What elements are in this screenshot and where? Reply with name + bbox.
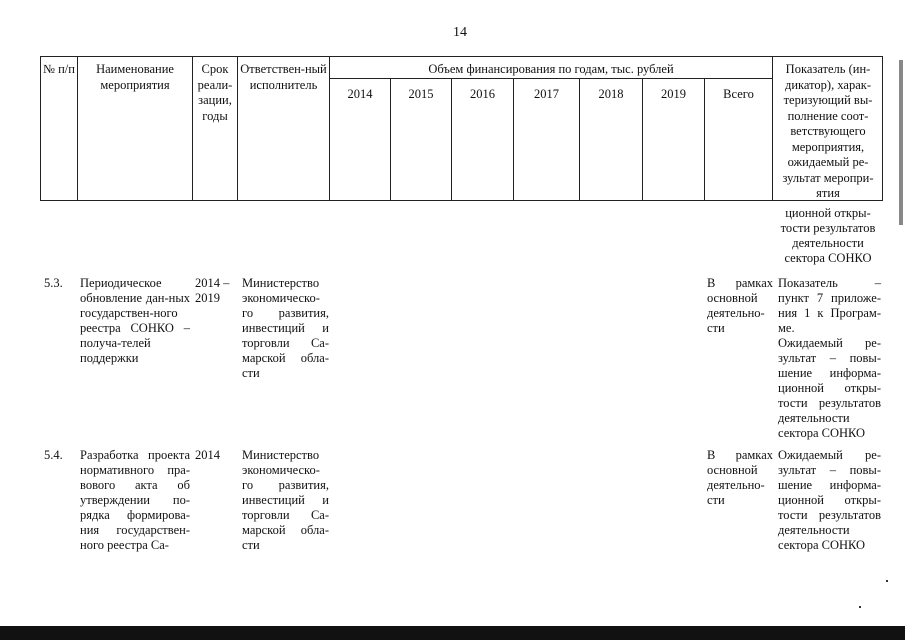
- row-executor: Министерство экономическо-го развития, инвестиций и торговли Са-марской обла-сти: [242, 448, 329, 552]
- header-funding: Объем финансирования по годам, тыс. рублей: [428, 62, 674, 76]
- col-border: [192, 56, 193, 201]
- row-total: В рамках основной деятельно-сти: [707, 276, 773, 335]
- col-border: [237, 56, 238, 201]
- col-border: [40, 56, 41, 201]
- header-year-2017: 2017: [534, 87, 559, 101]
- row-number: 5.4.: [44, 448, 63, 462]
- scan-speck: [859, 606, 861, 608]
- header-year-2016: 2016: [470, 87, 495, 101]
- col-border: [882, 56, 883, 201]
- row-name: Периодическое обновление дан-ных государствен-ного реестра СОНКО – получа-телей поддержки: [80, 276, 190, 365]
- scan-edge-mark: [899, 60, 903, 225]
- header-top-border: [40, 56, 882, 57]
- row-executor: Министерство экономическо-го развития, инвестиций и торговли Са-марской обла-сти: [242, 276, 329, 380]
- header-total: Всего: [723, 87, 754, 101]
- header-year-2015: 2015: [408, 87, 434, 101]
- col-border: [329, 56, 330, 201]
- funding-divider: [329, 78, 772, 79]
- row-indicator: Ожидаемый ре-зультат – повы-шение информа-ционной откры-тости результатов деятельности сектора СОНКО: [778, 448, 881, 552]
- row-name: Разработка проекта нормативного пра-вового акта об утверждении по-рядка формирова-ния государствен-ного реестра Са-: [80, 448, 190, 552]
- row-term: 2014 – 2019: [195, 276, 230, 305]
- header-indicator: Показатель (ин-дикатор), харак-теризующий вы-полнение соот-ветствующего мероприятия, ожидаемый ре-зультат меропри-ятия: [782, 62, 874, 200]
- scan-speck: [886, 580, 888, 582]
- header-executor: Ответствен-ный исполнитель: [240, 62, 327, 92]
- header-bottom-border: [40, 200, 882, 201]
- col-border: [77, 56, 78, 201]
- header-name: Наименование мероприятия: [96, 62, 174, 92]
- row-term: 2014: [195, 448, 220, 462]
- header-year-2019: 2019: [661, 87, 686, 101]
- row-number: 5.3.: [44, 276, 63, 290]
- row-indicator: Показатель – пункт 7 приложе-ния 1 к Програм-ме.: [778, 276, 881, 335]
- scan-bottom-edge: [0, 626, 905, 640]
- row-total: В рамках основной деятельно-сти: [707, 448, 773, 507]
- header-year-2018: 2018: [598, 87, 624, 101]
- header-num: № п/п: [43, 62, 75, 76]
- row-expected-result: Ожидаемый ре-зультат – повы-шение информа-ционной откры-тости результатов деятельности сектора СОНКО: [778, 336, 881, 440]
- header-term: Срок реали-зации, годы: [197, 62, 233, 123]
- header-year-2014: 2014: [347, 87, 373, 101]
- indicator-continuation: ционной откры-тости результатов деятельности сектора СОНКО: [780, 206, 876, 265]
- col-border: [772, 56, 773, 201]
- page-number: 14: [453, 25, 467, 40]
